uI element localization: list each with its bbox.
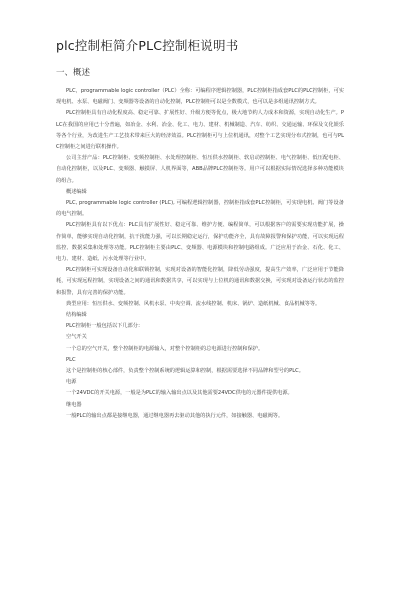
paragraph-8: PLC控制柜一般包括以下几部分：	[66, 323, 144, 330]
paragraph-3: 公司主营产品：PLC控制柜、变频控制柜、水处理控制柜、恒压供水控制柜、软启动控制柜、电气控制柜、低压配电柜、自动化控制柜，以及PLC、变频器、触摸屏、人机界面等，ABB品牌PLC控制柜等。用户可以根据实际情况选择多种功能模块的组合。	[56, 155, 344, 184]
item-power-body: 一个24VDC的开关电源，一般是为PLC的输入输出点以及其他需要24VDC供电的元器件提供电源。	[66, 390, 293, 397]
item-air-switch-heading: 空气开关	[66, 334, 87, 341]
item-power-heading: 电源	[66, 379, 77, 386]
item-relay-body: 一般PLC的输出点都是接继电器，通过继电器再去驱动其他的执行元件，如接触器、电磁阀等。	[66, 412, 284, 419]
item-relay-heading: 继电器	[66, 401, 82, 408]
paragraph-2: PLC控制柜具有自动化程度高、稳定可靠、扩展性好、升级方便等优点，极大地节约人力成本和资源，实现自动化生产。PLC在我国的应用已十分普遍，如冶金、水利、冶金、化工、电力、建材、机械制造、汽车、纺织、交通运输、环保及文化娱乐等各个行业，为改进生产工艺技术带来巨大的经济效益。PLC控制柜可与上位机通讯，对整个工艺实现分布式控制，也可与PLC控制柜之间进行联机操作。	[56, 110, 344, 151]
item-plc-body: 这个是控制柜的核心部件，负责整个控制系统的逻辑运算和控制，根据需要选择不同品牌和型号的PLC。	[66, 368, 304, 375]
item-plc-heading: PLC	[66, 356, 76, 363]
paragraph-1: PLC，programmable logic controller（PLC）全称：可编程序逻辑控制器，PLC控制柜指成套PLC的PLC控制柜，可实现电机、水泵、电磁阀门、变频器等设备的自动化控制，PLC控制柜可以是全数模式，也可以是多组通讯控制方式。	[56, 88, 344, 106]
paragraph-7: 典型应用：恒压供水、变频控制、风机水泵、中央空调、流水线控制、机床、锅炉、造纸机械、食品机械等等。	[66, 300, 321, 307]
paragraph-5: PLC控制柜具有以下优点：PLC具有扩展性好、稳定可靠、维护方便、编程简单，可以根据客户的需要实现功能扩展，操作简单，能够实现自动化控制，抗干扰能力强，可以长期稳定运行，保护功能齐全，具有故障报警和保护功能，可以实现远程监控、数据采集和处理等功能。PLC控制柜主要由PLC、变频器、电源模块和控制电路组成。广泛应用于冶金、石化、化工、电力、建材、造纸、污水处理等行业中。	[56, 222, 344, 263]
section-heading-overview: 一、概述	[56, 68, 91, 78]
subheading-overview-edit: 概述编辑	[66, 188, 87, 195]
paragraph-4: PLC, programmable logic controller (PLC), 可编程逻辑控制器，控制柜指成套PLC控制柜，可实现电机、阀门等设备的电气控制。	[56, 200, 344, 218]
subheading-structure-edit: 结构编辑	[66, 312, 87, 319]
document-title: plc控制柜简介PLC控制柜说明书	[56, 38, 239, 53]
paragraph-6: PLC控制柜可实现设备自动化和联锁控制，实现对设备的智能化控制，降低劳动强度，提高生产效率，广泛应用于节能降耗，可实现远程控制，实现设备之间的通讯和数据共享，可以实现与上位机的通讯和数据交换，可实现对设备运行状态的监控和报警，具有完善的保护功能。	[56, 267, 344, 296]
item-air-switch-body: 一个总的空气开关，整个控制柜的电源输入，对整个控制柜的总电源进行控制和保护。	[66, 345, 264, 352]
